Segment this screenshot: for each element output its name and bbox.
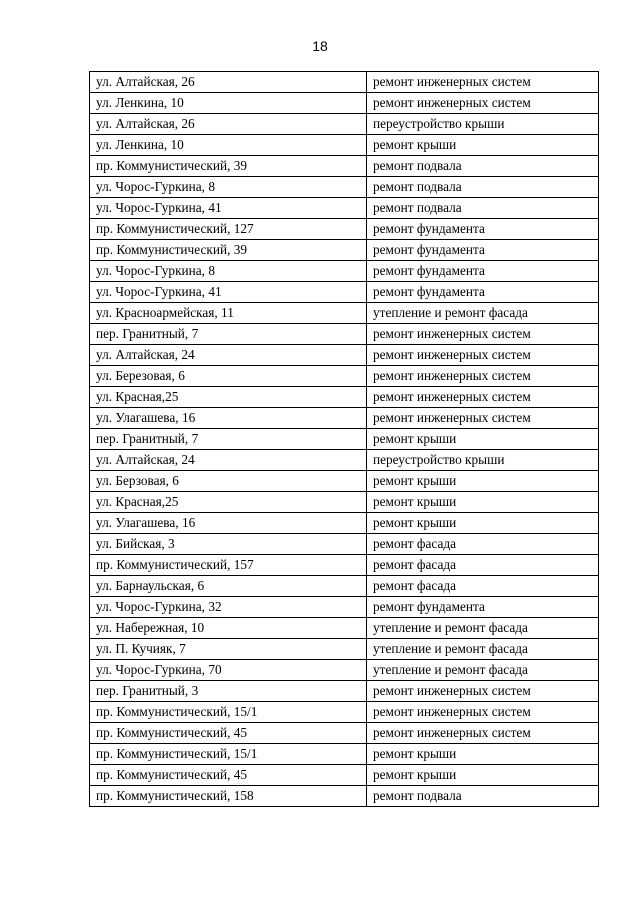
work-type-cell: ремонт инженерных систем: [367, 72, 599, 93]
table-row: [90, 282, 599, 303]
table-row: [90, 429, 599, 450]
table-row: [90, 450, 599, 471]
table-row: [90, 240, 599, 261]
address-cell: пер. Гранитный, 7: [90, 429, 367, 450]
work-type-cell: ремонт подвала: [367, 177, 599, 198]
table-row: [90, 114, 599, 135]
address-cell: ул. Улагашева, 16: [90, 408, 367, 429]
address-cell: ул. Чорос-Гуркина, 70: [90, 660, 367, 681]
work-type-cell: ремонт крыши: [367, 135, 599, 156]
work-type-cell: ремонт инженерных систем: [367, 324, 599, 345]
table-row: [90, 177, 599, 198]
address-cell: ул. П. Кучияк, 7: [90, 639, 367, 660]
address-cell: ул. Ленкина, 10: [90, 93, 367, 114]
table-row: [90, 219, 599, 240]
address-cell: пр. Коммунистический, 45: [90, 723, 367, 744]
address-cell: ул. Березовая, 6: [90, 366, 367, 387]
address-cell: пр. Коммунистический, 157: [90, 555, 367, 576]
table-row: [90, 303, 599, 324]
address-cell: пр. Коммунистический, 39: [90, 240, 367, 261]
address-cell: пер. Гранитный, 3: [90, 681, 367, 702]
table-row: [90, 324, 599, 345]
table-row: [90, 555, 599, 576]
table-row: [90, 786, 599, 807]
address-cell: ул. Алтайская, 24: [90, 450, 367, 471]
work-type-cell: ремонт инженерных систем: [367, 702, 599, 723]
address-cell: ул. Алтайская, 26: [90, 72, 367, 93]
table-row: [90, 597, 599, 618]
table-row: [90, 135, 599, 156]
work-type-cell: ремонт инженерных систем: [367, 387, 599, 408]
address-cell: ул. Алтайская, 24: [90, 345, 367, 366]
address-cell: ул. Чорос-Гуркина, 32: [90, 597, 367, 618]
table-row: [90, 681, 599, 702]
work-type-cell: ремонт крыши: [367, 492, 599, 513]
table-row: [90, 366, 599, 387]
address-cell: пр. Коммунистический, 15/1: [90, 744, 367, 765]
table-row: [90, 744, 599, 765]
page-number: 18: [312, 38, 328, 54]
work-type-cell: ремонт крыши: [367, 513, 599, 534]
address-cell: пер. Гранитный, 7: [90, 324, 367, 345]
address-cell: ул. Красноармейская, 11: [90, 303, 367, 324]
table-row: [90, 261, 599, 282]
table-row: [90, 639, 599, 660]
work-type-cell: ремонт крыши: [367, 429, 599, 450]
address-cell: ул. Чорос-Гуркина, 8: [90, 177, 367, 198]
work-type-cell: ремонт подвала: [367, 786, 599, 807]
table-row: [90, 156, 599, 177]
address-cell: пр. Коммунистический, 158: [90, 786, 367, 807]
work-type-cell: ремонт фасада: [367, 555, 599, 576]
work-type-cell: ремонт крыши: [367, 765, 599, 786]
work-type-cell: ремонт инженерных систем: [367, 345, 599, 366]
work-type-cell: утепление и ремонт фасада: [367, 660, 599, 681]
table-body: [90, 72, 599, 807]
work-type-cell: ремонт инженерных систем: [367, 681, 599, 702]
work-type-cell: ремонт подвала: [367, 156, 599, 177]
address-cell: пр. Коммунистический, 39: [90, 156, 367, 177]
address-cell: пр. Коммунистический, 127: [90, 219, 367, 240]
table-row: [90, 576, 599, 597]
table-row: [90, 702, 599, 723]
work-type-cell: ремонт инженерных систем: [367, 93, 599, 114]
address-cell: ул. Барнаульская, 6: [90, 576, 367, 597]
work-type-cell: ремонт фундамента: [367, 240, 599, 261]
address-cell: ул. Красная,25: [90, 387, 367, 408]
address-cell: ул. Красная,25: [90, 492, 367, 513]
address-cell: пр. Коммунистический, 15/1: [90, 702, 367, 723]
address-cell: ул. Набережная, 10: [90, 618, 367, 639]
work-type-cell: утепление и ремонт фасада: [367, 303, 599, 324]
table-row: [90, 513, 599, 534]
work-type-cell: ремонт подвала: [367, 198, 599, 219]
table-row: [90, 387, 599, 408]
address-cell: ул. Чорос-Гуркина, 41: [90, 282, 367, 303]
address-cell: ул. Алтайская, 26: [90, 114, 367, 135]
table-row: [90, 534, 599, 555]
work-type-cell: переустройство крыши: [367, 450, 599, 471]
address-cell: ул. Ленкина, 10: [90, 135, 367, 156]
address-cell: ул. Чорос-Гуркина, 8: [90, 261, 367, 282]
work-type-cell: ремонт инженерных систем: [367, 723, 599, 744]
address-cell: пр. Коммунистический, 45: [90, 765, 367, 786]
address-cell: ул. Чорос-Гуркина, 41: [90, 198, 367, 219]
work-type-cell: утепление и ремонт фасада: [367, 639, 599, 660]
work-type-cell: ремонт инженерных систем: [367, 408, 599, 429]
table-row: [90, 618, 599, 639]
table-row: [90, 93, 599, 114]
work-type-cell: ремонт инженерных систем: [367, 366, 599, 387]
address-cell: ул. Улагашева, 16: [90, 513, 367, 534]
table-row: [90, 765, 599, 786]
table-row: [90, 660, 599, 681]
work-type-cell: ремонт фундамента: [367, 219, 599, 240]
work-type-cell: ремонт крыши: [367, 471, 599, 492]
table-row: [90, 723, 599, 744]
work-type-cell: утепление и ремонт фасада: [367, 618, 599, 639]
table-row: [90, 345, 599, 366]
work-type-cell: ремонт фундамента: [367, 282, 599, 303]
work-type-cell: ремонт фундамента: [367, 597, 599, 618]
address-cell: ул. Берзовая, 6: [90, 471, 367, 492]
work-type-cell: переустройство крыши: [367, 114, 599, 135]
work-type-cell: ремонт фасада: [367, 576, 599, 597]
work-type-cell: ремонт фасада: [367, 534, 599, 555]
table-row: [90, 408, 599, 429]
table-row: [90, 72, 599, 93]
table-row: [90, 471, 599, 492]
work-type-cell: ремонт фундамента: [367, 261, 599, 282]
address-cell: ул. Бийская, 3: [90, 534, 367, 555]
table-row: [90, 198, 599, 219]
address-work-table: [89, 71, 599, 807]
table-row: [90, 492, 599, 513]
work-type-cell: ремонт крыши: [367, 744, 599, 765]
